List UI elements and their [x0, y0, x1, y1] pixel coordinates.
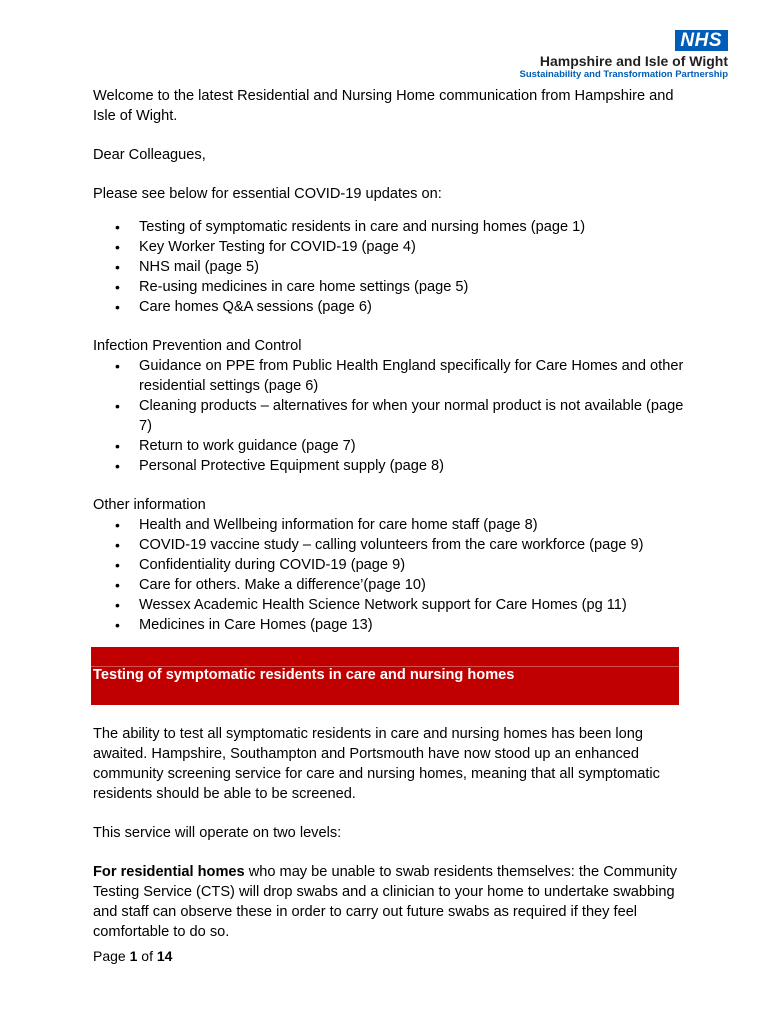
page-number: 1 — [129, 948, 138, 964]
section-body — [93, 724, 683, 942]
list-item: • Confidentiality during COVID-19 (page 9) — [93, 555, 693, 575]
nhs-logo: NHS — [675, 30, 728, 51]
updates-lead: Please see below for essential COVID-19 updates on: — [93, 186, 442, 202]
updates-list — [93, 217, 693, 317]
page-footer — [93, 948, 172, 964]
list-item: • Guidance on PPE from Public Health England specifically for Care Homes and other residential settings (page 6) — [93, 356, 693, 396]
list-item: • Care for others. Make a difference’(page 10) — [93, 575, 693, 595]
of-label: of — [137, 948, 157, 964]
other-list — [93, 515, 693, 635]
section-para-2: This service will operate on two levels: — [93, 825, 342, 841]
infection-title: Infection Prevention and Control — [93, 338, 302, 354]
list-item: • Medicines in Care Homes (page 13) — [93, 615, 693, 635]
list-item: • Personal Protective Equipment supply (page 8) — [93, 456, 693, 476]
list-item: • Care homes Q&A sessions (page 6) — [93, 297, 693, 317]
list-item: • NHS mail (page 5) — [93, 257, 693, 277]
nhs-logo-block — [519, 30, 728, 80]
org-name: Hampshire and Isle of Wight — [539, 53, 728, 69]
list-item: • Testing of symptomatic residents in care and nursing homes (page 1) — [93, 217, 693, 237]
section-heading: Testing of symptomatic residents in care and nursing homes — [93, 667, 515, 683]
para-3-rest: who may be unable to swab residents themselves: the Community Testing Service (CTS) will drop swabs and a clinician to your home to undertake swabbing and staff can observe these in order to carry out future swabs as required if they feel comfortable to do so. — [93, 864, 678, 940]
list-item: • Key Worker Testing for COVID-19 (page 4) — [93, 237, 693, 257]
para-3-bold: For residential homes — [93, 864, 245, 880]
list-item: • Re-using medicines in care home settings (page 5) — [93, 277, 693, 297]
section-para-3 — [93, 862, 683, 942]
document-body — [93, 86, 693, 635]
section-para-1: The ability to test all symptomatic residents in care and nursing homes has been long awaited. Hampshire, Southampton and Portsmouth have now stood up an enhanced community screening service for care and nursing homes, meaning that all symptomatic residents should be able to be screened. — [93, 726, 660, 802]
list-item: • Cleaning products – alternatives for when your normal product is not available (page 7) — [93, 396, 693, 436]
list-item: • Wessex Academic Health Science Network support for Care Homes (pg 11) — [93, 595, 693, 615]
other-title: Other information — [93, 497, 206, 513]
welcome-text: Welcome to the latest Residential and Nursing Home communication from Hampshire and Isle of Wight. — [93, 88, 674, 124]
org-subtitle: Sustainability and Transformation Partnership — [519, 69, 728, 80]
list-item: • Health and Wellbeing information for care home staff (page 8) — [93, 515, 693, 535]
list-item: • COVID-19 vaccine study – calling volunteers from the care workforce (page 9) — [93, 535, 693, 555]
page-label: Page — [93, 948, 130, 964]
greeting: Dear Colleagues, — [93, 147, 206, 163]
list-item: • Return to work guidance (page 7) — [93, 436, 693, 456]
section-heading-bar — [91, 647, 679, 705]
page-total: 14 — [156, 948, 173, 964]
infection-list — [93, 356, 693, 476]
